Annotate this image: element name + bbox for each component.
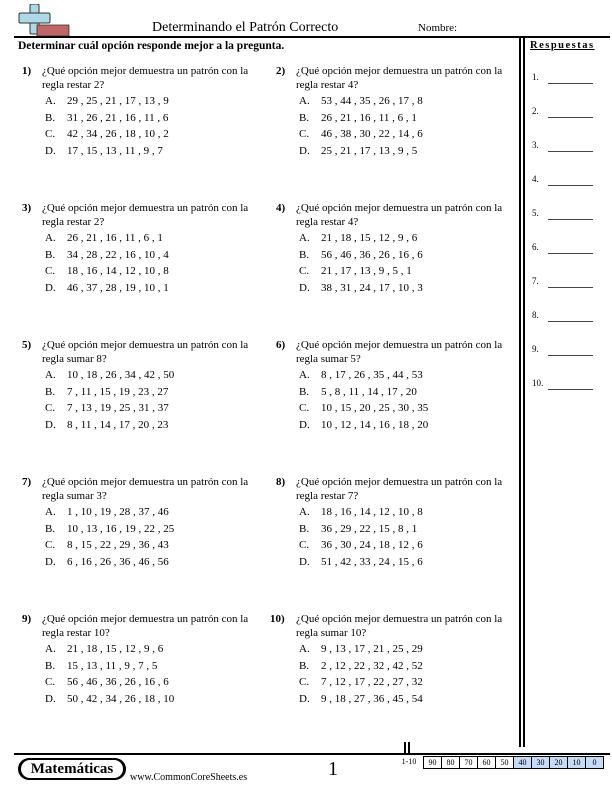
options-list — [45, 231, 169, 297]
option-value: 34 , 28 , 22 , 16 , 10 , 4 — [67, 248, 169, 261]
options-list — [45, 368, 174, 434]
option-letter: A. — [45, 232, 56, 244]
question-number: 4) — [276, 202, 286, 214]
question-text: ¿Qué opción mejor demuestra un patrón con la regla restar 10? — [42, 613, 249, 639]
question-text: ¿Qué opción mejor demuestra un patrón con la regla sumar 5? — [296, 339, 503, 365]
answers-divider — [523, 37, 525, 747]
answer-blank-line[interactable] — [548, 253, 593, 254]
option-item — [45, 127, 169, 144]
option-value: 8 , 15 , 22 , 29 , 36 , 43 — [67, 539, 169, 551]
answer-number: 6. — [532, 242, 539, 252]
answer-number: 8. — [532, 310, 539, 320]
options-list — [299, 231, 423, 297]
option-value: 36 , 30 , 24 , 18 , 12 , 6 — [321, 539, 423, 551]
option-item — [299, 144, 423, 161]
footer-divider — [404, 742, 406, 754]
option-value: 9 , 13 , 17 , 21 , 25 , 29 — [321, 643, 423, 655]
answer-number: 4. — [532, 174, 539, 184]
option-item — [299, 401, 428, 418]
option-letter: B. — [299, 385, 310, 398]
option-item — [299, 505, 423, 522]
option-value: 18 , 16 , 14 , 12 , 10 , 8 — [67, 265, 169, 277]
option-value: 7 , 11 , 15 , 19 , 23 , 27 — [67, 385, 169, 398]
option-letter: D. — [299, 144, 310, 157]
answer-blank-line[interactable] — [548, 389, 593, 390]
options-list — [45, 505, 174, 571]
answer-slot — [532, 276, 594, 292]
option-value: 21 , 17 , 13 , 9 , 5 , 1 — [321, 265, 412, 277]
question-text: ¿Qué opción mejor demuestra un patrón con la regla restar 4? — [296, 65, 503, 91]
option-item — [299, 642, 423, 659]
option-letter: A. — [45, 369, 56, 381]
option-letter: B. — [299, 111, 310, 124]
question-text: ¿Qué opción mejor demuestra un patrón con la regla sumar 10? — [296, 613, 503, 639]
option-value: 56 , 46 , 36 , 26 , 16 , 6 — [321, 248, 423, 261]
option-value: 46 , 37 , 28 , 19 , 10 , 1 — [67, 281, 169, 294]
question-number: 6) — [276, 339, 286, 351]
answer-slot — [532, 242, 594, 258]
question-text: ¿Qué opción mejor demuestra un patrón con la regla restar 7? — [296, 476, 503, 502]
answer-number: 7. — [532, 276, 539, 286]
option-item — [299, 127, 423, 144]
option-value: 7 , 12 , 17 , 22 , 27 , 32 — [321, 676, 423, 688]
option-value: 8 , 11 , 14 , 17 , 20 , 23 — [67, 418, 169, 431]
footer-divider — [408, 742, 410, 754]
option-letter: B. — [45, 659, 56, 672]
option-letter: C. — [45, 128, 56, 140]
option-value: 29 , 25 , 21 , 17 , 13 , 9 — [67, 95, 169, 107]
score-cell: 20 — [549, 756, 568, 769]
option-value: 42 , 34 , 26 , 18 , 10 , 2 — [67, 128, 169, 140]
option-value: 6 , 16 , 26 , 36 , 46 , 56 — [67, 555, 169, 568]
score-cell: 40 — [513, 756, 532, 769]
option-item — [45, 418, 174, 435]
option-letter: B. — [45, 522, 56, 535]
answer-slot — [532, 106, 594, 122]
header-divider — [14, 36, 610, 38]
answer-blank-line[interactable] — [548, 321, 593, 322]
option-letter: B. — [299, 659, 310, 672]
option-item — [45, 248, 169, 265]
option-value: 21 , 18 , 15 , 12 , 9 , 6 — [321, 232, 418, 244]
option-letter: D. — [45, 281, 56, 294]
option-letter: A. — [299, 506, 310, 518]
option-value: 2 , 12 , 22 , 32 , 42 , 52 — [321, 659, 423, 672]
option-item — [299, 418, 428, 435]
option-item — [45, 505, 174, 522]
option-letter: B. — [45, 248, 56, 261]
option-letter: A. — [299, 95, 310, 107]
option-value: 21 , 18 , 15 , 12 , 9 , 6 — [67, 643, 164, 655]
question-number: 1) — [22, 65, 32, 77]
option-item — [45, 368, 174, 385]
option-letter: C. — [299, 539, 310, 551]
option-letter: C. — [299, 265, 310, 277]
answer-number: 2. — [532, 106, 539, 116]
option-value: 9 , 18 , 27 , 36 , 45 , 54 — [321, 692, 423, 705]
answer-blank-line[interactable] — [548, 117, 593, 118]
score-cell: 60 — [477, 756, 496, 769]
score-cell: 10 — [567, 756, 586, 769]
question-number: 10) — [270, 613, 285, 625]
answer-blank-line[interactable] — [548, 151, 593, 152]
option-item — [299, 538, 423, 555]
score-cell: 0 — [585, 756, 604, 769]
option-item — [299, 522, 423, 539]
option-value: 15 , 13 , 11 , 9 , 7 , 5 — [67, 659, 158, 672]
question-number: 2) — [276, 65, 286, 77]
option-item — [299, 281, 423, 298]
answer-number: 10. — [532, 378, 544, 388]
brand-label: Matemáticas — [21, 760, 123, 778]
option-item — [45, 555, 174, 572]
question-number: 7) — [22, 476, 32, 488]
option-letter: A. — [45, 643, 56, 655]
option-item — [299, 659, 423, 676]
option-letter: A. — [299, 369, 310, 381]
option-item — [45, 111, 169, 128]
option-item — [299, 94, 423, 111]
option-value: 56 , 46 , 36 , 26 , 16 , 6 — [67, 676, 169, 688]
option-item — [45, 675, 174, 692]
question-text: ¿Qué opción mejor demuestra un patrón con la regla sumar 3? — [42, 476, 249, 502]
option-value: 7 , 13 , 19 , 25 , 31 , 37 — [67, 402, 169, 414]
option-item — [299, 555, 423, 572]
score-cell: 50 — [495, 756, 514, 769]
option-value: 1 , 10 , 19 , 28 , 37 , 46 — [67, 506, 169, 518]
option-value: 36 , 29 , 22 , 15 , 8 , 1 — [321, 522, 418, 535]
option-letter: A. — [45, 95, 56, 107]
option-letter: C. — [299, 676, 310, 688]
options-list — [299, 505, 423, 571]
option-value: 38 , 31 , 24 , 17 , 10 , 3 — [321, 281, 423, 294]
option-letter: B. — [45, 385, 56, 398]
option-value: 10 , 13 , 16 , 19 , 22 , 25 — [67, 522, 175, 535]
option-value: 31 , 26 , 21 , 16 , 11 , 6 — [67, 111, 169, 124]
option-letter: D. — [45, 418, 56, 431]
option-value: 10 , 12 , 14 , 16 , 18 , 20 — [321, 418, 429, 431]
option-letter: D. — [45, 144, 56, 157]
answer-slot — [532, 208, 594, 224]
option-letter: C. — [299, 402, 310, 414]
option-item — [45, 281, 169, 298]
option-value: 17 , 15 , 13 , 11 , 9 , 7 — [67, 144, 163, 157]
options-list — [299, 368, 428, 434]
option-letter: D. — [299, 555, 310, 568]
options-list — [45, 94, 169, 160]
option-item — [299, 111, 423, 128]
answer-slot — [532, 378, 594, 394]
option-item — [45, 144, 169, 161]
answer-blank-line[interactable] — [548, 355, 593, 356]
question-number: 8) — [276, 476, 286, 488]
score-range-label: 1-10 — [401, 757, 417, 766]
options-list — [299, 642, 423, 708]
option-letter: A. — [45, 506, 56, 518]
option-letter: C. — [45, 265, 56, 277]
answer-blank-line[interactable] — [548, 219, 593, 220]
answer-number: 9. — [532, 344, 539, 354]
option-item — [45, 264, 169, 281]
site-url: www.CommonCoreSheets.es — [130, 772, 248, 783]
option-value: 26 , 21 , 16 , 11 , 6 , 1 — [67, 232, 163, 244]
answer-blank-line[interactable] — [548, 83, 593, 84]
page-title: Determinando el Patrón Correcto — [152, 20, 339, 35]
option-item — [45, 642, 174, 659]
option-item — [45, 538, 174, 555]
option-letter: D. — [45, 692, 56, 705]
plus-minus-logo-icon — [16, 4, 70, 36]
score-cell: 90 — [423, 756, 442, 769]
answer-number: 5. — [532, 208, 539, 218]
option-letter: D. — [299, 692, 310, 705]
option-value: 25 , 21 , 17 , 13 , 9 , 5 — [321, 144, 418, 157]
option-letter: B. — [299, 522, 310, 535]
option-item — [45, 692, 174, 709]
question-text: ¿Qué opción mejor demuestra un patrón con la regla restar 4? — [296, 202, 503, 228]
option-value: 18 , 16 , 14 , 12 , 10 , 8 — [321, 506, 423, 518]
instructions: Determinar cuál opción responde mejor a la pregunta. — [18, 40, 285, 52]
options-list — [299, 94, 423, 160]
option-value: 26 , 21 , 16 , 11 , 6 , 1 — [321, 111, 417, 124]
option-value: 5 , 8 , 11 , 14 , 17 , 20 — [321, 385, 417, 398]
question-number: 3) — [22, 202, 32, 214]
page-number: 1 — [328, 758, 338, 780]
option-item — [299, 368, 428, 385]
option-value: 46 , 38 , 30 , 22 , 14 , 6 — [321, 128, 423, 140]
name-label: Nombre: — [418, 22, 458, 34]
option-value: 51 , 42 , 33 , 24 , 15 , 6 — [321, 555, 423, 568]
answer-slot — [532, 174, 594, 190]
option-item — [299, 385, 428, 402]
option-item — [299, 264, 423, 281]
option-letter: D. — [299, 418, 310, 431]
option-item — [45, 659, 174, 676]
option-value: 10 , 18 , 26 , 34 , 42 , 50 — [67, 369, 175, 381]
option-item — [45, 385, 174, 402]
option-letter: D. — [45, 555, 56, 568]
answers-heading: Respuestas — [530, 40, 595, 51]
option-letter: C. — [45, 539, 56, 551]
option-value: 10 , 15 , 20 , 25 , 30 , 35 — [321, 402, 429, 414]
score-cell: 30 — [531, 756, 550, 769]
answer-slot — [532, 140, 594, 156]
option-item — [45, 231, 169, 248]
option-letter: C. — [45, 676, 56, 688]
answer-slot — [532, 310, 594, 326]
option-value: 50 , 42 , 34 , 26 , 18 , 10 — [67, 692, 175, 705]
question-text: ¿Qué opción mejor demuestra un patrón con la regla restar 2? — [42, 65, 249, 91]
answer-blank-line[interactable] — [548, 287, 593, 288]
score-cell: 70 — [459, 756, 478, 769]
question-number: 9) — [22, 613, 32, 625]
question-text: ¿Qué opción mejor demuestra un patrón con la regla sumar 8? — [42, 339, 249, 365]
answer-number: 1. — [532, 72, 539, 82]
option-item — [45, 94, 169, 111]
score-cell: 80 — [441, 756, 460, 769]
question-number: 5) — [22, 339, 32, 351]
answer-slot — [532, 72, 594, 88]
answers-divider — [519, 37, 521, 747]
option-item — [299, 248, 423, 265]
option-letter: A. — [299, 643, 310, 655]
option-letter: C. — [299, 128, 310, 140]
option-item — [299, 675, 423, 692]
option-value: 53 , 44 , 35 , 26 , 17 , 8 — [321, 95, 423, 107]
option-item — [299, 231, 423, 248]
answer-slot — [532, 344, 594, 360]
option-value: 8 , 17 , 26 , 35 , 44 , 53 — [321, 369, 423, 381]
option-item — [45, 401, 174, 418]
answer-number: 3. — [532, 140, 539, 150]
option-letter: D. — [299, 281, 310, 294]
footer-divider — [14, 753, 610, 755]
option-letter: C. — [45, 402, 56, 414]
option-item — [299, 692, 423, 709]
option-letter: B. — [45, 111, 56, 124]
options-list — [45, 642, 174, 708]
score-table — [394, 756, 604, 769]
option-letter: A. — [299, 232, 310, 244]
answer-blank-line[interactable] — [548, 185, 593, 186]
question-text: ¿Qué opción mejor demuestra un patrón con la regla restar 2? — [42, 202, 249, 228]
option-item — [45, 522, 174, 539]
option-letter: B. — [299, 248, 310, 261]
